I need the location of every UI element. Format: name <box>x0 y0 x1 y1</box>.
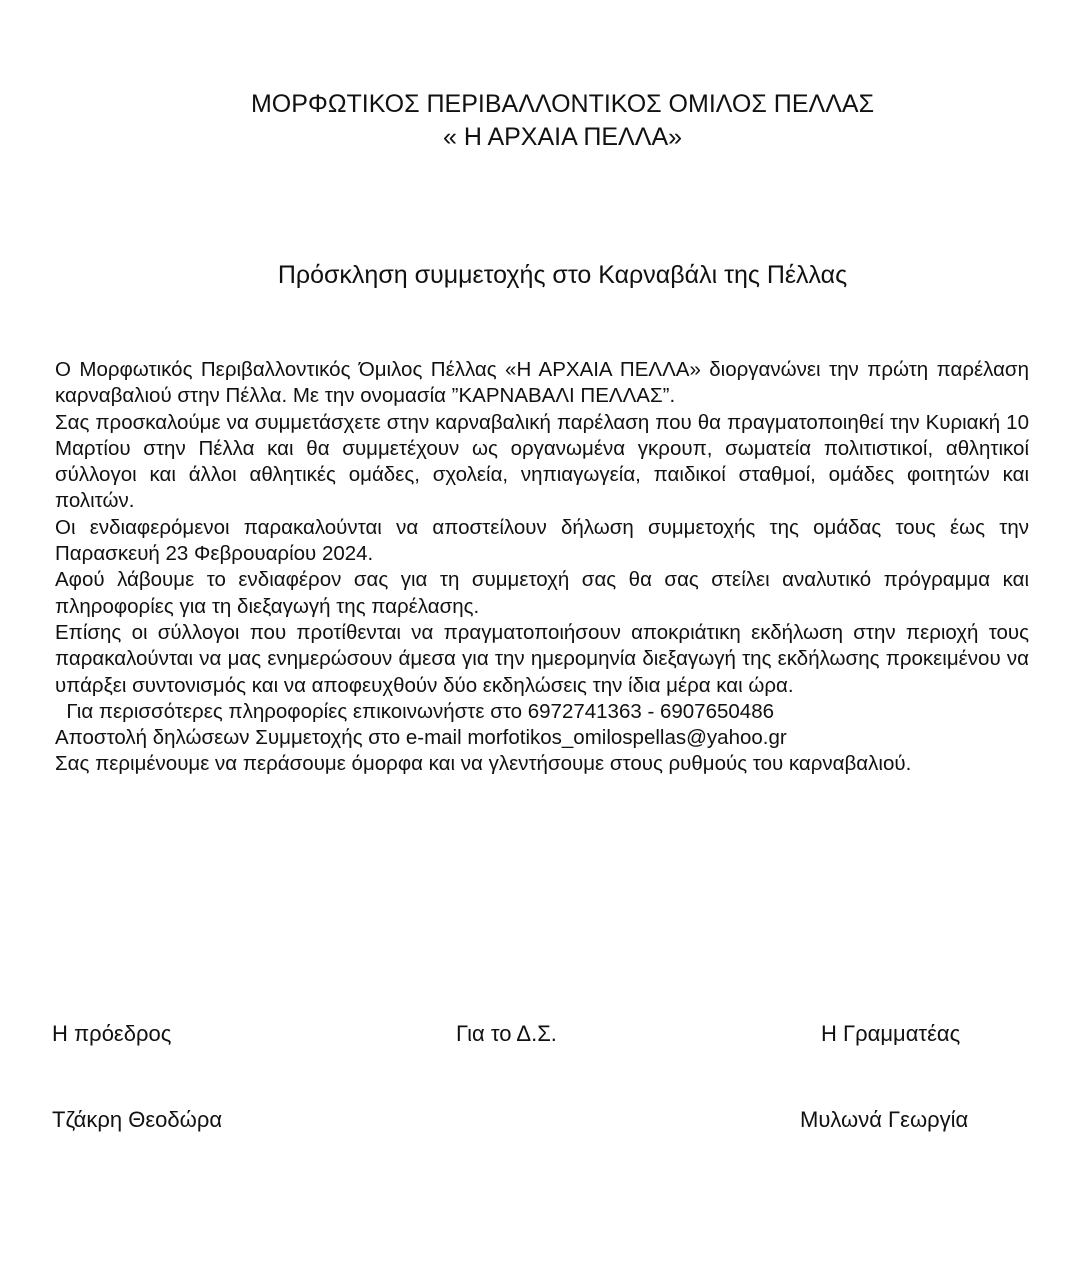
paragraph-contact-email: Αποστολή δηλώσεων Συμμετοχής στο e-mail morfotikos_omilospellas@yahoo.gr <box>55 726 787 750</box>
organization-subtitle: « Η ΑΡΧΑΙΑ ΠΕΛΛΑ» <box>442 123 683 151</box>
paragraph-intro: Ο Μορφωτικός Περιβαλλοντικός Όμιλος Πέλλας «Η ΑΡΧΑΙΑ ΠΕΛΛΑ» διοργανώνει την πρώτη παρέλαση καρναβαλιού στην Πέλλα. Με την ονομασία ”ΚΑΡΝΑΒΑΛΙ ΠΕΛΛΑΣ”. <box>55 358 1029 408</box>
paragraph-clubs: Επίσης οι σύλλογοι που προτίθενται να πραγματοποιήσουν αποκριάτικη εκδήλωση στην περιοχή τους παρακαλούνται να μας ενημερώσουν άμεσα για την ημερομηνία διεξαγωγή της εκδήλωσης προκειμένου να υπάρξει συντονισμός και να αποφευχθούν δύο εκδηλώσεις την ίδια μέρα και ώρα. <box>55 620 1029 697</box>
secretary-name: Μυλωνά Γεωργία <box>800 1107 969 1132</box>
invitation-body <box>55 357 1029 778</box>
paragraph-program: Αφού λάβουμε το ενδιαφέρον σας για τη συμμετοχή σας θα σας στείλει αναλυτικό πρόγραμμα και πληροφορίες για τη διεξαγωγή της παρέλασης. <box>55 568 1029 618</box>
organization-name: ΜΟΡΦΩΤΙΚΟΣ ΠΕΡΙΒΑΛΛΟΝΤΙΚΟΣ ΟΜΙΛΟΣ ΠΕΛΛΑΣ <box>250 90 875 118</box>
board-label: Για το Δ.Σ. <box>456 1021 557 1046</box>
president-name: Τζάκρη Θεοδώρα <box>52 1107 223 1132</box>
organization-header <box>0 88 1077 154</box>
paragraph-contact-phone: Για περισσότερες πληροφορίες επικοινωνήστε στο 6972741363 - 6907650486 <box>55 699 774 723</box>
secretary-title: Η Γραμματέας <box>821 1021 961 1046</box>
paragraph-deadline: Οι ενδιαφερόμενοι παρακαλούνται να αποστείλουν δήλωση συμμετοχής της ομάδας τους έως την Παρασκευή 23 Φεβρουαρίου 2024. <box>55 515 1029 566</box>
invitation-title: Πρόσκληση συμμετοχής στο Καρναβάλι της Πέλλας <box>277 261 848 289</box>
president-title: Η πρόεδρος <box>52 1021 172 1046</box>
paragraph-closing: Σας περιμένουμε να περάσουμε όμορφα και να γλεντήσουμε στους ρυθμούς του καρναβαλιού. <box>55 752 912 776</box>
paragraph-invitation: Σας προσκαλούμε να συμμετάσχετε στην καρναβαλική παρέλαση που θα πραγματοποιηθεί την Κυριακή 10 Μαρτίου στην Πέλλα και θα συμμετέχουν ως οργανωμένα γκρουπ, σωματεία πολιτιστικοί, αθλητικοί σύλλογοι και άλλοι αθλητικές ομάδες, σχολεία, νηπιαγωγεία, παιδικοί σταθμοί, ομάδες φοιτητών και πολιτών. <box>55 410 1029 513</box>
